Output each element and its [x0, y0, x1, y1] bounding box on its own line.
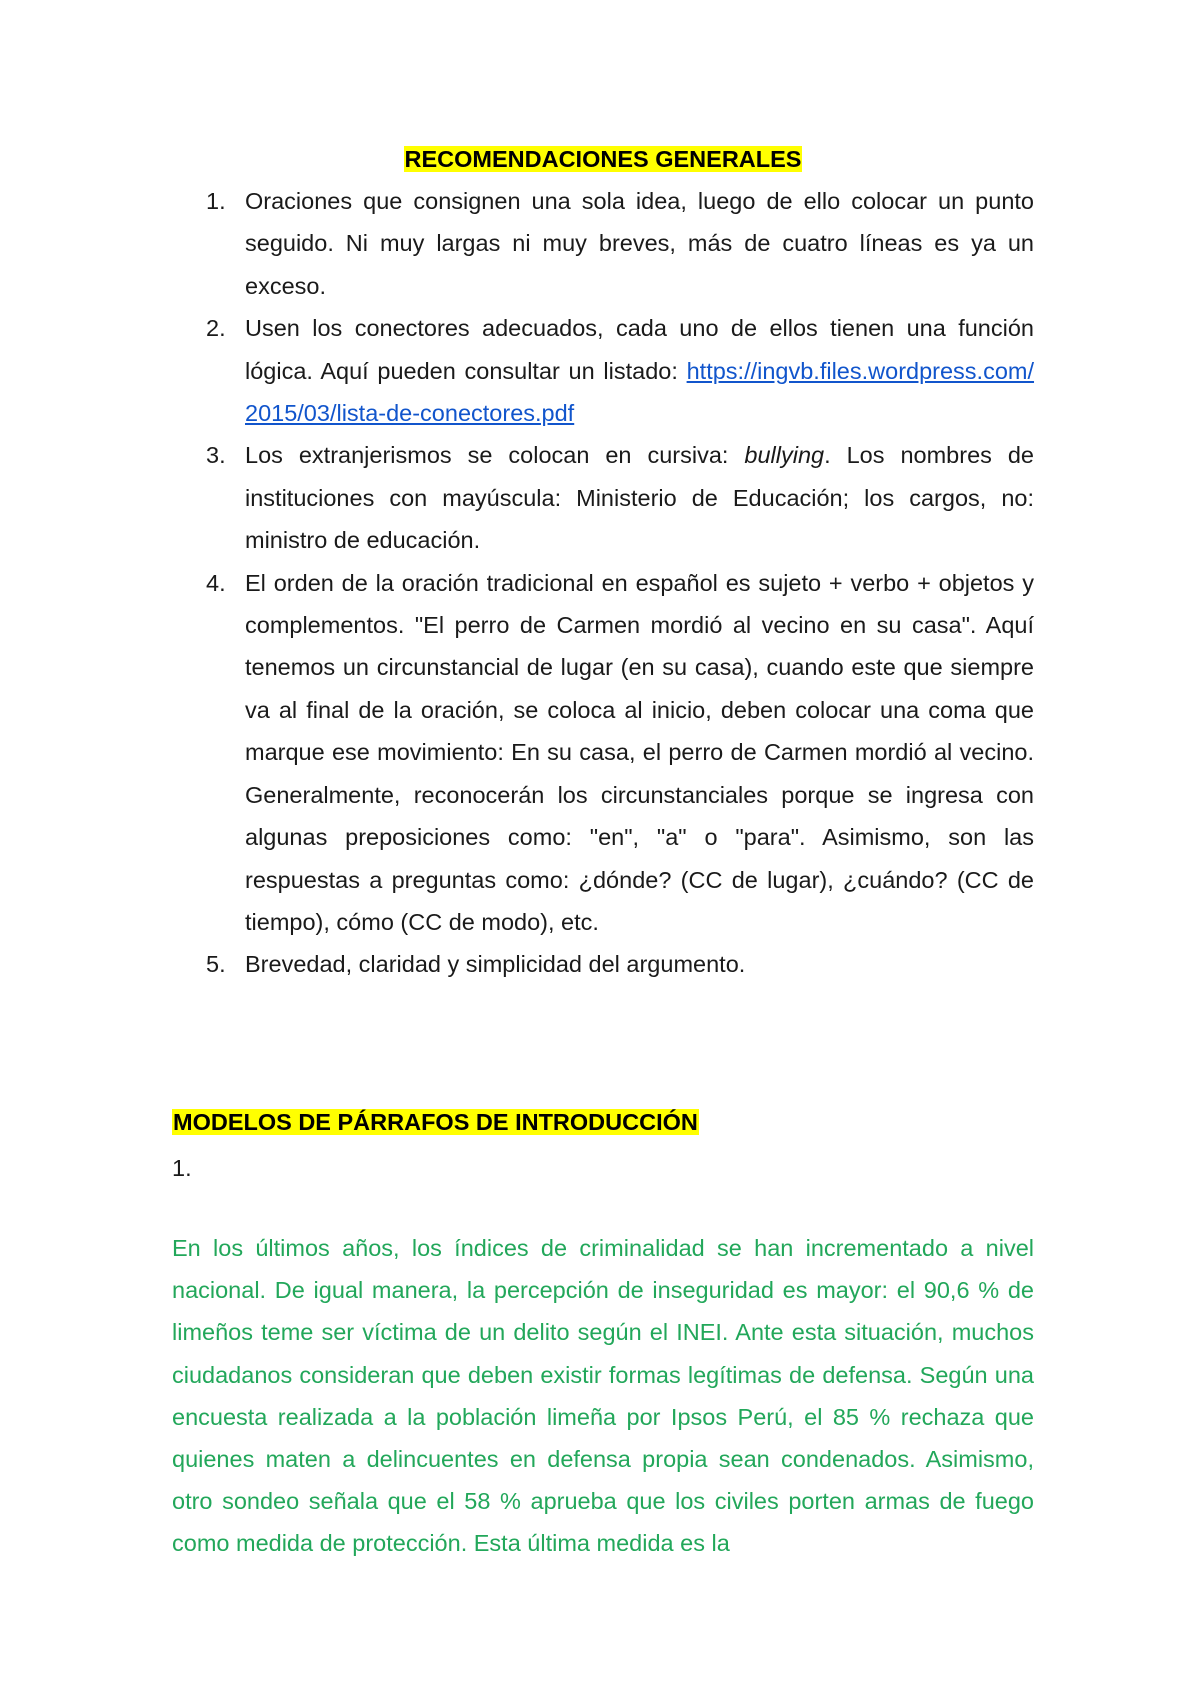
- model-paragraph: En los últimos años, los índices de criminalidad se han incrementado a nivel nacional. De igual manera, la percepción de inseguridad es mayor: el 90,6 % de limeños teme ser víctima de un delito según el INEI. Ante esta situación, muchos ciudadanos consideran que deben existir formas legítimas de defensa. Según una encuesta realizada a la población limeña por Ipsos Perú, el 85 % rechaza que quienes maten a delincuentes en defensa propia sean condenados. Asimismo, otro sondeo señala que el 58 % aprueba que los civiles porten armas de fuego como medida de protección. Esta última medida es la: [172, 1235, 1034, 1557]
- model-number: 1.: [172, 1155, 192, 1181]
- italic-term: bullying: [744, 442, 825, 469]
- list-item-number: 1.: [206, 188, 226, 214]
- list-item-text: El orden de la oración tradicional en español es sujeto + verbo + objetos y complementos. "El perro de Carmen mordió al vecino en su casa". Aquí tenemos un circunstancial de lugar (en su casa), cuando este que siempre va al final de la oración, se coloca al inicio, deben colocar una coma que marque ese movimiento: En su casa, el perro de Carmen mordió al vecino. Generalmente, reconocerán los circunstanciales porque se ingresa con algunas preposiciones como: "en", "a" o "para". Asimismo, son las respuestas a preguntas como: ¿dónde? (CC de lugar), ¿cuándo? (CC de tiempo), cómo (CC de modo), etc.: [245, 569, 1034, 935]
- list-item-number: 4.: [206, 569, 226, 596]
- highlighted-title: RECOMENDACIONES GENERALES: [404, 146, 802, 172]
- list-item-text: Brevedad, claridad y simplicidad del argumento.: [245, 951, 746, 978]
- document-page: [172, 138, 1034, 986]
- list-item-number: 2.: [206, 315, 226, 342]
- list-item-number: 5.: [206, 951, 226, 978]
- list-item: [172, 180, 1034, 307]
- list-item-text: . Los nombres de instituciones con mayúscula: Ministerio de Educación; los cargos, no: ministro de educación.: [245, 442, 1034, 554]
- connectors-list-link[interactable]: https://ingvb.files.wordpress.com/2015/03/lista-de-conectores.pdf: [245, 357, 1035, 427]
- list-item: [172, 307, 1034, 434]
- list-item: [172, 562, 1034, 944]
- section-title-modelos: [172, 1101, 699, 1143]
- list-item: [172, 943, 1034, 985]
- highlighted-title: MODELOS DE PÁRRAFOS DE INTRODUCCIÓN: [173, 1109, 698, 1135]
- section-title-recomendaciones: [172, 138, 1034, 180]
- recommendations-list: [172, 180, 1034, 986]
- list-item-text: Los extranjerismos se colocan en cursiva:: [245, 442, 745, 469]
- list-item-text: Usen los conectores adecuados, cada uno de ellos tienen una función lógica. Aquí pueden consultar un listado:: [245, 315, 1034, 384]
- list-item-text: Oraciones que consignen una sola idea, luego de ello colocar un punto seguido. Ni muy largas ni muy breves, más de cuatro líneas es ya un exceso.: [245, 188, 1034, 299]
- list-item: [172, 434, 1034, 561]
- list-item-number: 3.: [206, 442, 226, 469]
